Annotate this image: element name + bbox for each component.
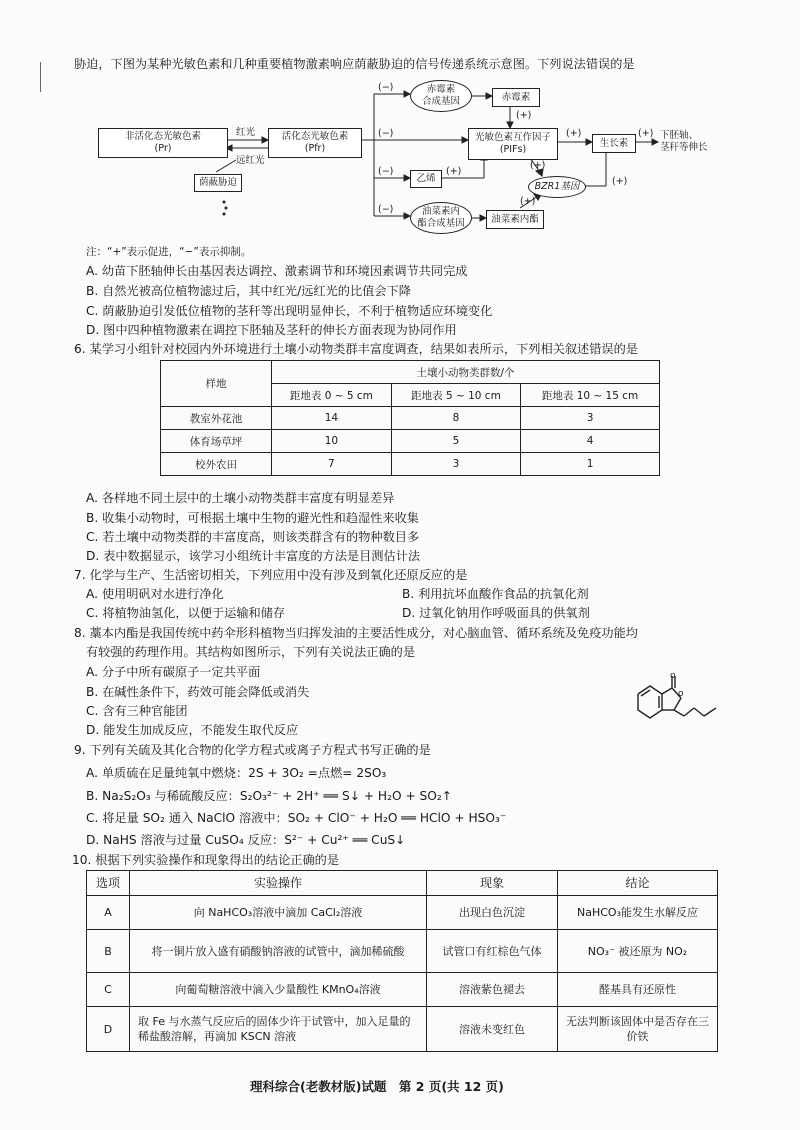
plus-brass: (+): [520, 196, 536, 207]
q6-cell: 14: [272, 407, 392, 430]
q10-observation: 试管口有红棕色气体: [427, 930, 558, 973]
q9-option-a: A. 单质硫在足量纯氧中燃烧：2S + 3O₂ =点燃= 2SO₃: [86, 766, 387, 780]
q6-cell: 5: [391, 430, 520, 453]
q6-depth-header: 距地表 0 ~ 5 cm: [272, 384, 392, 407]
minus-ethylene: (−): [378, 166, 394, 177]
q8-option-d: D. 能发生加成反应，不能发生取代反应: [86, 723, 299, 737]
brass-label: 油菜素内酯: [491, 213, 539, 225]
q7-option-b: B. 利用抗坏血酸作食品的抗氧化剂: [402, 587, 589, 601]
plus-bzr1: (+): [530, 160, 546, 171]
page-footer: 理科综合(老教材版)试题 第 2 页(共 12 页): [250, 1079, 504, 1094]
plus-result: (+): [638, 128, 654, 139]
gibberellin-label: 赤霉素: [501, 91, 531, 103]
table-row: [161, 453, 660, 476]
plus-gibberellin: (+): [516, 110, 532, 121]
q10-conclusion: 无法判断该固体中是否存在三价铁: [558, 1007, 718, 1052]
q7-option-a: A. 使用明矾对水进行净化: [86, 587, 224, 601]
pr-label: 非活化态光敏色素 (Pr): [124, 131, 201, 154]
q10-conclusion: NaHCO₃能发生水解反应: [558, 896, 718, 930]
minus-gibberellin: (−): [378, 82, 394, 93]
shade-label: 荫蔽胁迫: [198, 177, 237, 188]
q10-header: 现象: [427, 871, 558, 896]
q10-operation: 向葡萄糖溶液中滴入少量酸性 KMnO₄溶液: [130, 973, 427, 1007]
q9-option-d: D. NaHS 溶液与过量 CuSO₄ 反应：S²⁻ + Cu²⁺ ══ CuS↓: [86, 833, 406, 847]
pfr-box: [268, 128, 362, 158]
auxin-box: [592, 134, 636, 153]
shade-box: [194, 174, 242, 192]
brass-box: [486, 210, 544, 229]
plus-ethylene: (+): [446, 166, 462, 177]
plus-auxin: (+): [566, 128, 582, 139]
intro-text: 胁迫，下图为某种光敏色素和几种重要植物激素响应荫蔽胁迫的信号传递系统示意图。下列说法错误的是: [74, 57, 635, 71]
q10-observation: 溶液紫色褪去: [427, 973, 558, 1007]
q10-header: 结论: [558, 871, 718, 896]
ethylene-label: 乙烯: [416, 173, 436, 184]
q6-group-header: 土壤小动物类群数/个: [272, 361, 660, 384]
q8-option-a: A. 分子中所有碳原子一定共平面: [86, 665, 261, 679]
q10-table: [86, 870, 718, 1052]
q10-option: B: [87, 930, 130, 973]
q6-depth-header: 距地表 5 ~ 10 cm: [391, 384, 520, 407]
q5-option-c: C. 荫蔽胁迫引发低位植物的茎秆等出现明显伸长，不利于植物适应环境变化: [86, 304, 493, 318]
q5-option-a: A. 幼苗下胚轴伸长由基因表达调控、激素调节和环境因素调节共同完成: [86, 264, 468, 278]
q10-conclusion: 醛基具有还原性: [558, 973, 718, 1007]
q7-option-d: D. 过氧化钠用作呼吸面具的供氧剂: [402, 606, 590, 620]
q8-option-b: B. 在碱性条件下，药效可能会降低或消失: [86, 685, 310, 699]
bzr1-ellipse: [528, 176, 586, 198]
table-row: [87, 896, 718, 930]
brass-gene-ellipse: [410, 202, 472, 234]
q6-option-b: B. 收集小动物时，可根据土壤中生物的避光性和趋湿性来收集: [86, 511, 419, 525]
q6-cell: 4: [521, 430, 660, 453]
q6-site: 体育场草坪: [161, 430, 272, 453]
pifs-box: [468, 128, 558, 160]
q5-option-d: D. 图中四种植物激素在调控下胚轴及茎秆的伸长方面表现为协同作用: [86, 323, 457, 337]
diagram-wires: [0, 0, 800, 250]
q6-cell: 1: [521, 453, 660, 476]
q5-option-b: B. 自然光被高位植物滤过后，其中红光/远红光的比值会下降: [86, 284, 411, 298]
far-red-label: 远红光: [236, 155, 265, 166]
q10-observation: 出现白色沉淀: [427, 896, 558, 930]
q6-option-d: D. 表中数据显示，该学习小组统计丰富度的方法是目测估计法: [86, 549, 421, 563]
q7-option-c: C. 将植物油氢化，以便于运输和储存: [86, 606, 286, 620]
q10-operation: 将一铜片放入盛有硝酸钠溶液的试管中，滴加稀硫酸: [130, 930, 427, 973]
q6-cell: 10: [272, 430, 392, 453]
q10-header: 选项: [87, 871, 130, 896]
table-row: [87, 930, 718, 973]
q6-cell: 3: [391, 453, 520, 476]
q6-option-a: A. 各样地不同土层中的土壤小动物类群丰富度有明显差异: [86, 491, 395, 505]
q10-operation: 向 NaHCO₃溶液中滴加 CaCl₂溶液: [130, 896, 427, 930]
table-row: [87, 1007, 718, 1052]
svg-text:o: o: [670, 672, 676, 681]
q7-stem: 7. 化学与生产、生活密切相关，下列应用中没有涉及到氧化还原反应的是: [74, 568, 468, 582]
q9-stem: 9. 下列有关硫及其化合物的化学方程式或离子方程式书写正确的是: [74, 743, 431, 757]
plus-bzr1-auxin: (+): [612, 176, 628, 187]
minus-brass: (−): [378, 204, 394, 215]
q10-option: C: [87, 973, 130, 1007]
table-row: [161, 407, 660, 430]
pfr-label: 活化态光敏色素 (Pfr): [281, 131, 349, 154]
q6-depth-header: 距地表 10 ~ 15 cm: [521, 384, 660, 407]
q10-observation: 溶液未变红色: [427, 1007, 558, 1052]
gibberellin-gene-label: 赤霉素 合成基因: [421, 84, 460, 107]
diagram-note: 注：“+”表示促进，“−”表示抑制。: [86, 246, 252, 258]
q6-cell: 8: [391, 407, 520, 430]
brass-gene-label: 油菜素内 酯合成基因: [417, 206, 465, 229]
q6-site: 校外农田: [161, 453, 272, 476]
q10-option: A: [87, 896, 130, 930]
q8-stem-line1: 8. 藁本内酯是我国传统中药伞形科植物当归挥发油的主要活性成分，对心脑血管、循环系统及免疫功能均: [74, 626, 638, 640]
q10-stem: 10. 根据下列实验操作和现象得出的结论正确的是: [72, 853, 340, 867]
q6-stem: 6. 某学习小组针对校园内外环境进行土壤小动物类群丰富度调查，结果如表所示，下列相关叙述错误的是: [74, 342, 638, 356]
q6-site: 教室外花池: [161, 407, 272, 430]
q9-option-c: C. 将足量 SO₂ 通入 NaClO 溶液中：SO₂ + ClO⁻ + H₂O ══ HClO + HSO₃⁻: [86, 811, 507, 825]
bzr1-label: BZR1基因: [534, 181, 580, 192]
red-light-label: 红光: [236, 127, 256, 138]
ligustilide-structure: [626, 672, 726, 728]
minus-pifs: (−): [378, 128, 394, 139]
ethylene-box: [410, 170, 442, 188]
table-row: [87, 973, 718, 1007]
q8-option-c: C. 含有三种官能团: [86, 704, 188, 718]
q6-option-c: C. 若土壤中动物类群的丰富度高，则该类群含有的物种数目多: [86, 530, 420, 544]
auxin-label: 生长素: [599, 137, 629, 149]
svg-text:o: o: [678, 689, 684, 699]
q8-stem-line2: 有较强的药理作用。其结构如图所示，下列有关说法正确的是: [86, 645, 416, 659]
pr-box: [98, 128, 228, 158]
q10-operation: 取 Fe 与水蒸气反应后的固体少许于试管中，加入足量的稀盐酸溶解，再滴加 KSCN 溶液: [130, 1007, 427, 1052]
q9-option-b: B. Na₂S₂O₃ 与稀硫酸反应：S₂O₃²⁻ + 2H⁺ ══ S↓ + H₂O + SO₂↑: [86, 789, 452, 803]
q6-cell: 3: [521, 407, 660, 430]
pifs-label: 光敏色素互作因子 (PIFs): [474, 132, 551, 155]
q10-conclusion: NO₃⁻ 被还原为 NO₂: [558, 930, 718, 973]
q10-option: D: [87, 1007, 130, 1052]
table-row: [161, 430, 660, 453]
gibberellin-gene-ellipse: [410, 80, 472, 112]
q10-header: 实验操作: [130, 871, 427, 896]
gibberellin-box: [492, 88, 540, 107]
q6-cell: 7: [272, 453, 392, 476]
q6-sample-header: 样地: [161, 361, 272, 407]
q6-table: [160, 360, 660, 476]
result-label: 下胚轴、 茎秆等伸长: [660, 130, 708, 153]
